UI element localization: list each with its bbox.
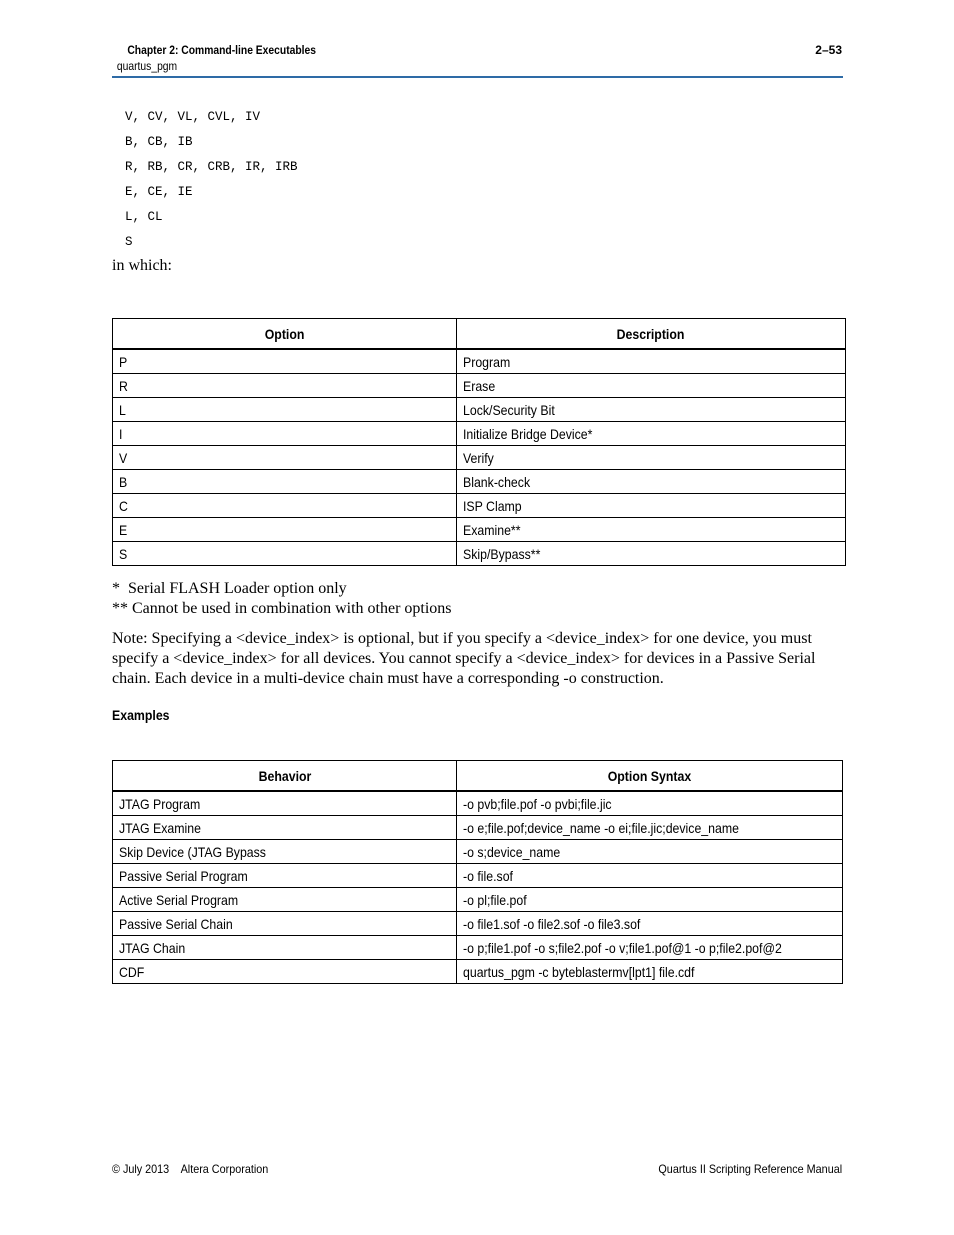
table-cell: -o e;file.pof;device_name -o ei;file.jic;device_name [457,816,843,840]
table-cell: -o pvb;file.pof -o pvbi;file.jic [457,791,843,816]
table-row [113,422,846,446]
footer-copyright: © July 2013 Altera Corporation [112,1162,269,1176]
table-header-row [113,319,846,350]
table-cell: JTAG Chain [113,936,457,960]
table-row [113,791,843,816]
table-cell: Passive Serial Program [113,864,457,888]
footnote: * Serial FLASH Loader option only [112,580,347,597]
table-cell: -o file1.sof -o file2.sof -o file3.sof [457,912,843,936]
in-which-text: in which: [112,257,172,274]
table-cell: JTAG Examine [113,816,457,840]
table-cell: S [113,542,457,566]
table-cell: JTAG Program [113,791,457,816]
table-cell: -o pl;file.pof [457,888,843,912]
table-cell: CDF [113,960,457,984]
table-cell: ISP Clamp [457,494,846,518]
column-header: Description [457,319,846,350]
table-header-row [113,761,843,792]
code-line: S [125,235,133,249]
note-paragraph: Note: Specifying a <device_index> is optional, but if you specify a <device_index> for one device, you must specify a <device_index> for all devices. You cannot specify a <device_index> for devices in a Passive Serial chain. Each device in a multi-device chain must have a corresponding -o construction. [112,630,816,687]
table-row [113,470,846,494]
table-row [113,960,843,984]
code-line: E, CE, IE [125,185,193,199]
table-cell: -o p;file1.pof -o s;file2.pof -o v;file1.pof@1 -o p;file2.pof@2 [457,936,843,960]
table-row [113,374,846,398]
table-cell: I [113,422,457,446]
table-cell: V [113,446,457,470]
table-row [113,816,843,840]
table-cell: -o s;device_name [457,840,843,864]
table-row [113,542,846,566]
table-cell: L [113,398,457,422]
footer-manual-title: Quartus II Scripting Reference Manual [658,1162,842,1176]
footnote: ** Cannot be used in combination with other options [112,600,452,617]
table-cell: C [113,494,457,518]
table-row [113,398,846,422]
table-cell: Verify [457,446,846,470]
column-header: Option [113,319,457,350]
examples-table [112,760,843,984]
table-cell: P [113,349,457,374]
table-cell: R [113,374,457,398]
table-cell: Lock/Security Bit [457,398,846,422]
code-line: L, CL [125,210,163,224]
code-line: V, CV, VL, CVL, IV [125,110,261,124]
column-header: Option Syntax [457,761,843,792]
chapter-title: Chapter 2: Command-line Executables [127,43,317,57]
table-row [113,494,846,518]
table-row [113,446,846,470]
table-row [113,518,846,542]
section-title: quartus_pgm [116,59,178,73]
table-cell: Initialize Bridge Device* [457,422,846,446]
table-row [113,349,846,374]
table-row [113,936,843,960]
column-header: Behavior [113,761,457,792]
code-line: R, RB, CR, CRB, IR, IRB [125,160,298,174]
code-line: B, CB, IB [125,135,193,149]
code-list [125,108,298,258]
table-row [113,912,843,936]
table-cell: Passive Serial Chain [113,912,457,936]
table-cell: Skip Device (JTAG Bypass [113,840,457,864]
options-table [112,318,846,566]
table-cell: Blank-check [457,470,846,494]
table-cell: E [113,518,457,542]
table-cell: quartus_pgm -c byteblastermv[lpt1] file.cdf [457,960,843,984]
table-cell: Examine** [457,518,846,542]
table-cell: Erase [457,374,846,398]
table-row [113,840,843,864]
header-rule [112,76,843,78]
table-cell: Program [457,349,846,374]
page-number: 2–53 [815,43,842,57]
examples-heading: Examples [112,707,170,723]
table-cell: Active Serial Program [113,888,457,912]
table-cell: -o file.sof [457,864,843,888]
table-row [113,888,843,912]
table-cell: Skip/Bypass** [457,542,846,566]
table-row [113,864,843,888]
table-cell: B [113,470,457,494]
